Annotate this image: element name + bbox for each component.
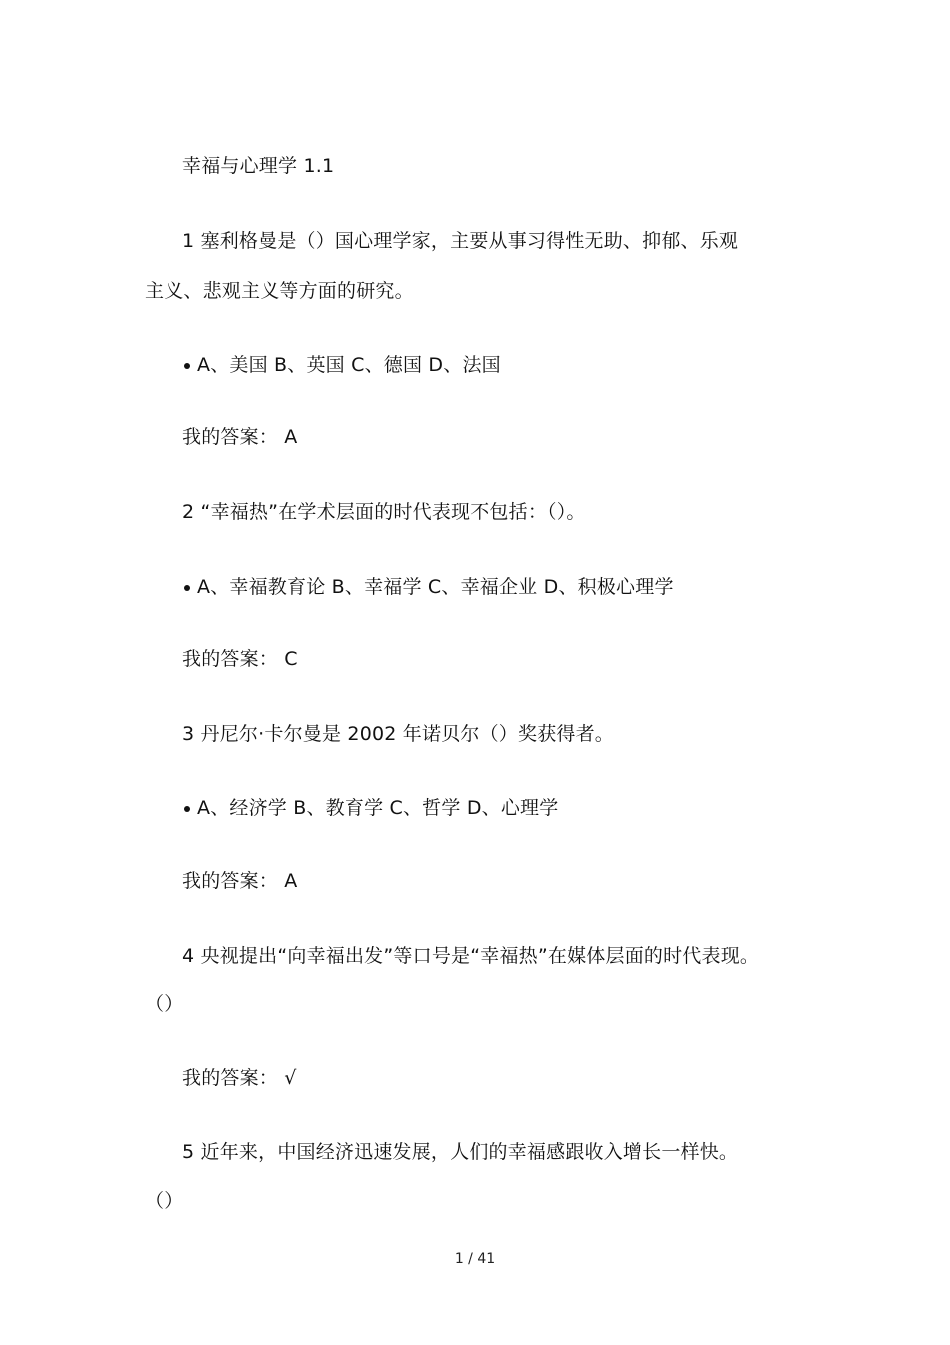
question-4-stem-line-2: （） xyxy=(145,993,184,1015)
question-3-options: A、经济学 B、教育学 C、哲学 D、心理学 xyxy=(197,797,559,819)
bullet-icon xyxy=(184,363,190,369)
question-1-stem-line-1: 1 塞利格曼是（）国心理学家，主要从事习得性无助、抑郁、乐观 xyxy=(182,230,739,252)
question-3-stem-line-1: 3 丹尼尔·卡尔曼是 2002 年诺贝尔（）奖获得者。 xyxy=(182,723,615,745)
question-2-answer: 我的答案： C xyxy=(182,648,298,670)
question-3-answer: 我的答案： A xyxy=(182,870,298,892)
question-5-stem-line-2: （） xyxy=(145,1190,184,1212)
question-5-stem-line-1: 5 近年来，中国经济迅速发展，人们的幸福感跟收入增长一样快。 xyxy=(182,1141,739,1163)
question-4-answer: 我的答案： √ xyxy=(182,1067,297,1089)
bullet-icon xyxy=(184,806,190,812)
document-title: 幸福与心理学 1.1 xyxy=(182,155,335,177)
page-number: 1 / 41 xyxy=(454,1251,496,1267)
question-1-stem-line-2: 主义、悲观主义等方面的研究。 xyxy=(145,280,414,302)
bullet-icon xyxy=(184,585,190,591)
question-4-stem-line-1: 4 央视提出“向幸福出发”等口号是“幸福热”在媒体层面的时代表现。 xyxy=(182,945,760,967)
question-1-answer: 我的答案： A xyxy=(182,426,298,448)
question-2-stem-line-1: 2 “幸福热”在学术层面的时代表现不包括：（）。 xyxy=(182,501,586,523)
question-2-options: A、幸福教育论 B、幸福学 C、幸福企业 D、积极心理学 xyxy=(197,576,674,598)
question-1-options: A、美国 B、英国 C、德国 D、法国 xyxy=(197,354,501,376)
